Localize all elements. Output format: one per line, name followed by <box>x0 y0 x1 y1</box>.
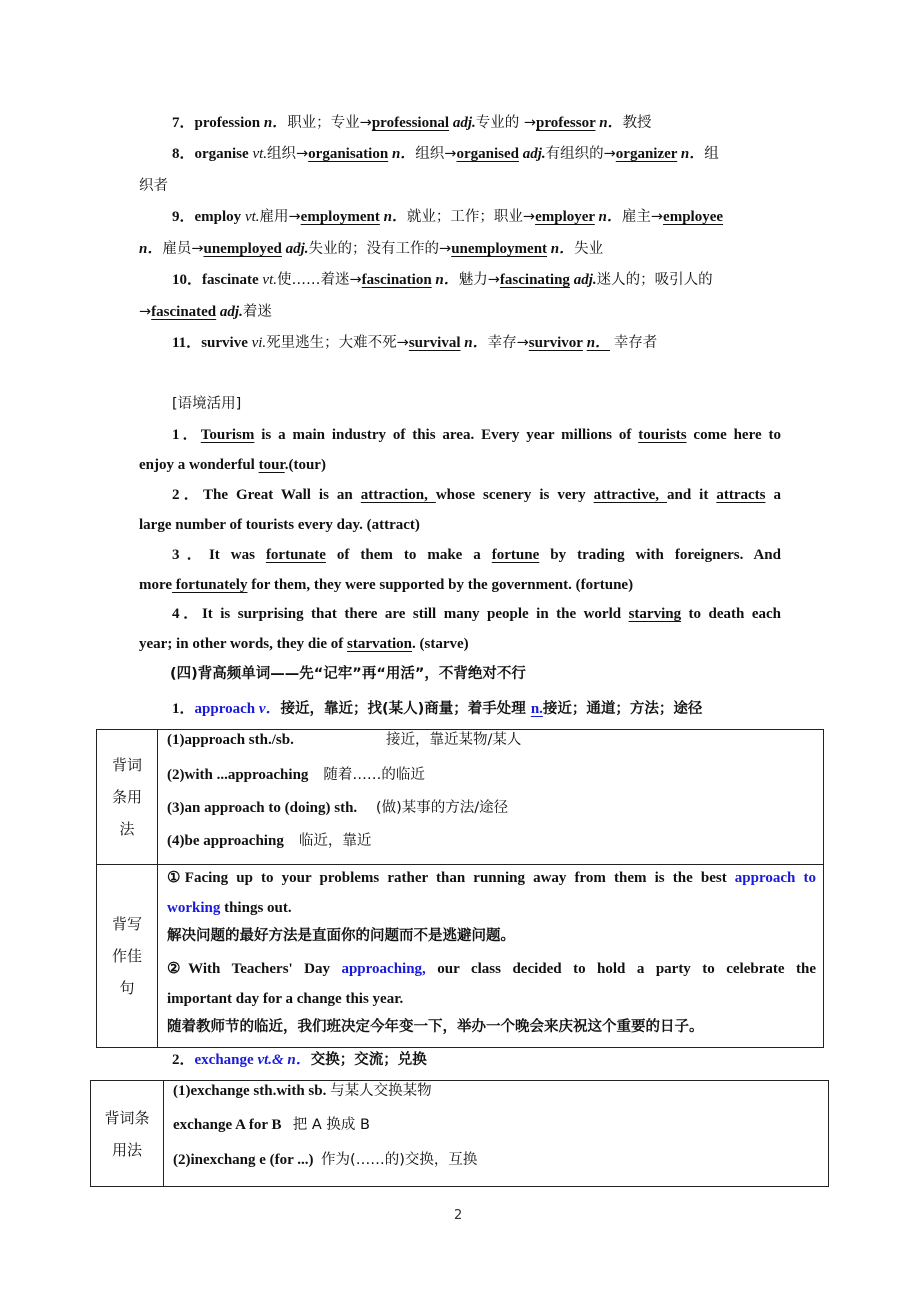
answer-blank: fortunate <box>265 547 326 563</box>
context-heading: [语境活用] <box>172 396 242 412</box>
answer-blank: professional <box>371 115 450 131</box>
usage-zh: 随着……的临近 <box>323 767 425 783</box>
meaning: 迷人的；吸引人的 <box>596 272 713 288</box>
answer-blank: fortune <box>491 547 540 563</box>
sentence-text: is a main industry of this area. Every year millions of <box>254 427 639 443</box>
word-entry-8-cont: 织者 <box>139 178 168 194</box>
entry-number: 8． <box>172 146 195 162</box>
meaning: 职业；专业→ <box>287 115 372 131</box>
pos: adj. <box>219 304 243 320</box>
context-line <box>172 425 781 445</box>
usage-en: (1)exchange sth.with sb. <box>173 1083 327 1099</box>
pos: vt. <box>262 272 277 288</box>
usage-en: (3)an approach to (doing) sth. <box>167 800 358 816</box>
answer-blank: attractive, <box>593 487 667 503</box>
answer-blank: fortunately <box>172 577 248 593</box>
meaning: 雇用→ <box>259 209 301 225</box>
sentence-text: . (starve) <box>412 636 469 652</box>
pos: n． <box>263 115 288 131</box>
item-number: 2． <box>172 1052 195 1068</box>
highlight: approach to <box>734 870 816 886</box>
meaning: 幸存者 <box>613 335 658 351</box>
label-line: 背写 <box>111 915 142 933</box>
usage-row <box>91 1081 829 1187</box>
answer-blank: employment <box>300 209 380 225</box>
usage-item <box>173 1150 477 1170</box>
usage-item <box>167 730 521 750</box>
vocab-approach-heading <box>172 699 702 719</box>
entry-number: 11． <box>172 335 202 351</box>
sentence-text: whose scenery is very <box>435 487 594 503</box>
usage-en: (2)inexchang e (for ...) <box>173 1152 314 1168</box>
example-text: ①Facing up to your problems rather than running away from them is the best <box>167 870 735 886</box>
answer-blank: starving <box>628 606 682 622</box>
sentence-text: to death each <box>681 606 781 622</box>
headword: approach <box>194 701 256 717</box>
usage-zh: 作为(……的)交换，互换 <box>321 1152 478 1168</box>
context-item-2-cont: large number of tourists every day. (attract) <box>139 517 420 533</box>
meaning: 魅力→ <box>458 272 500 288</box>
sentence-text: enjoy a wonderful <box>139 457 259 473</box>
usage-en: (1)approach sth./sb. <box>167 732 294 748</box>
item-number: 1． <box>172 701 195 717</box>
usage-en: (4)be approaching <box>167 833 284 849</box>
context-item-3-cont <box>139 575 633 595</box>
word-entry-8 <box>172 144 719 164</box>
sentence-text: The Great Wall is an <box>203 487 361 503</box>
context-line <box>172 604 781 624</box>
approach-table <box>96 729 824 1048</box>
answer-blank: organised <box>456 146 519 162</box>
answer-blank: starvation <box>347 636 413 652</box>
usage-label-cell <box>91 1081 164 1187</box>
example-1-zh: 解决问题的最好方法是直面你的问题而不是逃避问题。 <box>167 928 515 944</box>
entry-number: 10． <box>172 272 203 288</box>
meaning: 交换；交流；兑换 <box>310 1052 427 1068</box>
pos: n． <box>435 272 459 288</box>
usage-zh: 把 A 换成 B <box>292 1117 370 1133</box>
meaning: 着迷 <box>242 304 272 320</box>
pos: n． <box>680 146 705 162</box>
pos: adj. <box>285 241 309 257</box>
meaning: 有组织的→ <box>545 146 616 162</box>
example-label-cell <box>97 865 158 1048</box>
context-item-3 <box>172 545 781 565</box>
answer-blank: survivor <box>528 335 583 351</box>
answer-blank: tour <box>258 457 285 473</box>
context-item-1-cont <box>139 455 326 475</box>
word-entry-10 <box>172 270 713 290</box>
meaning: 专业的 → <box>475 115 537 131</box>
label-line: 背词 <box>111 756 142 774</box>
pos: vt.& n． <box>257 1052 311 1068</box>
headword: fascinate <box>202 272 259 288</box>
answer-blank: professor <box>536 115 596 131</box>
word-entry-7 <box>172 113 652 133</box>
headword: profession <box>194 115 261 131</box>
answer-blank: organizer <box>615 146 678 162</box>
usage-item <box>167 798 508 818</box>
example-1-en <box>167 868 816 888</box>
item-number: 2． <box>172 487 203 503</box>
pos: adj. <box>452 115 476 131</box>
meaning: 教授 <box>622 115 652 131</box>
meaning: 失业 <box>574 241 604 257</box>
example-text: ②With Teachers' Day <box>167 961 342 977</box>
arrow-icon: → <box>139 304 152 320</box>
context-item-4 <box>172 604 781 624</box>
example-line <box>167 959 816 979</box>
meaning: 幸存→ <box>487 335 529 351</box>
pos: n． <box>598 209 622 225</box>
usage-content-cell <box>158 730 824 865</box>
sentence-text: come here to <box>686 427 781 443</box>
sentence-text: by trading with foreigners. And <box>539 547 781 563</box>
page-number: 2 <box>454 1208 463 1223</box>
section-four-heading: (四)背高频单词——先“记牢”再“用活”，不背绝对不行 <box>170 666 526 682</box>
answer-blank: attraction, <box>360 487 436 503</box>
usage-zh: 与某人交换某物 <box>330 1083 432 1099</box>
example-text: things out. <box>220 900 292 916</box>
label-line: 句 <box>119 979 135 997</box>
example-1-en-cont <box>167 898 292 918</box>
sentence-text: for them, they were supported by the government. (fortune) <box>247 577 634 593</box>
meaning: 使……着迷→ <box>277 272 362 288</box>
pos: vi. <box>251 335 267 351</box>
example-2-zh: 随着教师节的临近，我们班决定今年变一下，举办一个晚会来庆祝这个重要的日子。 <box>167 1019 704 1035</box>
pos: adj. <box>573 272 597 288</box>
highlight: working <box>167 900 221 916</box>
answer-blank: employer <box>535 209 595 225</box>
pos: v． <box>258 701 281 717</box>
answer-blank: fascinating <box>499 272 570 288</box>
answer-blank: Tourism <box>200 427 255 443</box>
usage-en: (2)with ...approaching <box>167 767 309 783</box>
usage-zh: 临近，靠近 <box>298 833 372 849</box>
meaning: 组织→ <box>415 146 457 162</box>
pos: n． <box>139 241 163 257</box>
label-line: 用法 <box>111 1140 142 1159</box>
answer-blank: fascinated <box>151 304 217 320</box>
word-entry-9 <box>172 207 723 227</box>
meaning: 接近；通道；方法；途径 <box>542 701 703 717</box>
label-line: 作佳 <box>111 947 142 965</box>
meaning: 失业的；没有工作的→ <box>308 241 452 257</box>
item-number: 4． <box>172 606 202 622</box>
context-line <box>172 485 781 505</box>
meaning: 就业；工作；职业→ <box>406 209 536 225</box>
answer-blank: organisation <box>308 146 389 162</box>
pos: adj. <box>522 146 546 162</box>
context-item-1 <box>172 425 781 445</box>
exchange-table <box>90 1080 829 1187</box>
example-line <box>167 868 816 888</box>
example-row <box>97 865 824 1048</box>
usage-content-cell <box>164 1081 829 1187</box>
headword: employ <box>194 209 242 225</box>
context-item-4-cont <box>139 634 469 654</box>
meaning: 组 <box>704 146 719 162</box>
usage-label <box>97 749 157 845</box>
meaning: 组织→ <box>267 146 309 162</box>
sentence-text: a <box>765 487 781 503</box>
answer-blank: unemployment <box>451 241 548 257</box>
context-item-2 <box>172 485 781 505</box>
pos: n． <box>599 115 623 131</box>
usage-label-cell <box>97 730 158 865</box>
context-line <box>172 545 781 565</box>
entry-number: 7． <box>172 115 195 131</box>
highlight: approaching, <box>341 961 426 977</box>
example-text: our class decided to hold a party to celebrate the <box>425 961 816 977</box>
answer-blank: attracts <box>716 487 766 503</box>
label-line: 条用 <box>111 788 142 806</box>
usage-item <box>167 765 425 785</box>
headword: organise <box>194 146 249 162</box>
pos: vt. <box>244 209 260 225</box>
usage-label <box>91 1102 163 1166</box>
sentence-text: and it <box>667 487 717 503</box>
sentence-text: of them to make a <box>325 547 492 563</box>
pos: n． <box>550 241 575 257</box>
sentence-text: year; in other words, they die of <box>139 636 348 652</box>
meaning: 接近，靠近；找(某人)商量；着手处理 <box>280 701 531 717</box>
pos: vt. <box>252 146 268 162</box>
headword: exchange <box>194 1052 254 1068</box>
usage-item <box>173 1081 432 1101</box>
sentence-text: more <box>139 577 173 593</box>
usage-en: exchange A for B <box>173 1117 282 1133</box>
usage-row <box>97 730 824 865</box>
example-2-en <box>167 959 816 979</box>
word-entry-9-cont <box>139 239 603 259</box>
usage-item <box>167 831 371 851</box>
example-content-cell <box>158 865 824 1048</box>
headword: survive <box>201 335 248 351</box>
answer-blank: survival <box>408 335 461 351</box>
pos: n． <box>383 209 407 225</box>
answer-blank: unemployed <box>203 241 282 257</box>
word-entry-10-cont <box>139 302 272 322</box>
entry-number: 9． <box>172 209 195 225</box>
item-number: 1． <box>172 427 201 443</box>
answer-blank: employee <box>663 209 724 225</box>
meaning: 死里逃生；大难不死→ <box>266 335 409 351</box>
usage-zh: (做)某事的方法/途径 <box>375 800 509 816</box>
example-2-en-cont: important day for a change this year. <box>167 991 404 1007</box>
answer-blank: tourists <box>638 427 687 443</box>
vocab-exchange-heading <box>172 1050 427 1070</box>
usage-zh: 接近，靠近某物/某人 <box>386 732 522 748</box>
pos: n． <box>391 146 416 162</box>
example-label <box>97 908 157 1004</box>
label-line: 法 <box>119 820 135 838</box>
sentence-text: .(tour) <box>284 457 326 473</box>
answer-blank: fascination <box>361 272 432 288</box>
usage-item <box>173 1115 370 1135</box>
label-line: 背词条 <box>104 1108 150 1127</box>
sentence-text: It is surprising that there are still many people in the world <box>201 606 629 622</box>
meaning: 雇主→ <box>621 209 664 225</box>
meaning: 雇员→ <box>162 241 204 257</box>
sentence-text: It was <box>208 547 266 563</box>
item-number: 3． <box>172 547 209 563</box>
pos: n． <box>464 335 488 351</box>
pos: n． <box>586 335 611 351</box>
word-entry-11 <box>172 333 657 353</box>
pos: n. <box>530 701 543 717</box>
